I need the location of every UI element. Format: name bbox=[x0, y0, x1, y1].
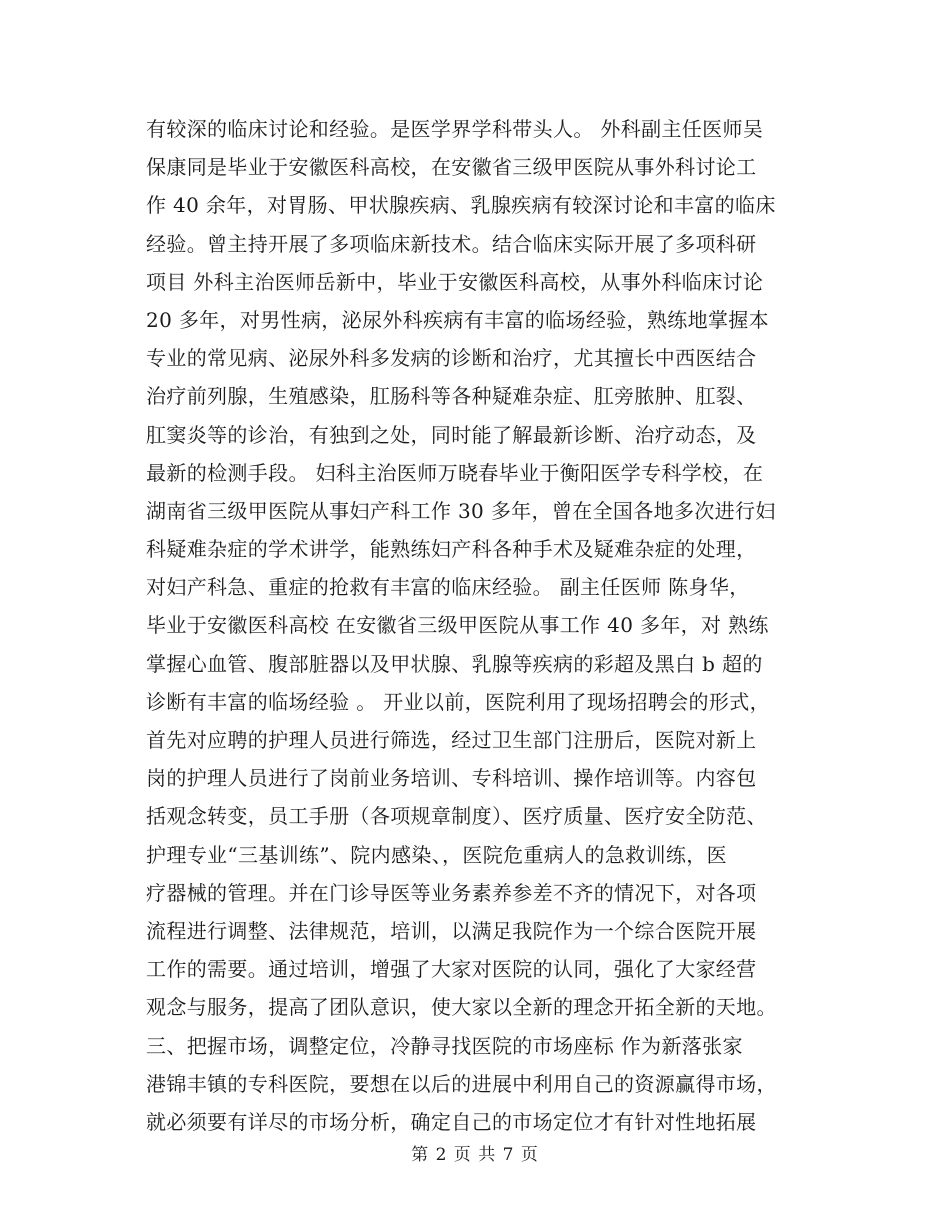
text-line: 肛窦炎等的诊治，有独到之处，同时能了解最新诊断、治疗动态，及 bbox=[146, 422, 757, 447]
text-line: 经验。曾主持开展了多项临床新技术。结合临床实际开展了多项科研 bbox=[146, 231, 757, 256]
text-line: 岗的护理人员进行了岗前业务培训、专科培训、操作培训等。内容包 bbox=[146, 766, 757, 791]
text-line: 最新的检测手段。 妇科主治医师万晓春毕业于衡阳医学专科学校，在 bbox=[146, 460, 764, 485]
text-line: 保康同是毕业于安徽医科高校，在安徽省三级甲医院从事外科讨论工 bbox=[146, 155, 757, 180]
text-line: 港锦丰镇的专科医院，要想在以后的进展中利用自己的资源赢得市场， bbox=[146, 1071, 777, 1096]
text-line: 三、把握市场，调整定位，冷静寻找医院的市场座标 作为新落张家 bbox=[146, 1033, 743, 1058]
text-line: 括观念转变，员工手册（各项规章制度）、医疗质量、医疗安全防范、 bbox=[146, 804, 767, 829]
text-line: 湖南省三级甲医院从事妇产科工作 30 多年，曾在全国各地多次进行妇 bbox=[146, 498, 776, 523]
body-text bbox=[146, 110, 816, 1141]
text-line: 掌握心血管、腹部脏器以及甲状腺、乳腺等疾病的彩超及黑白 b 超的 bbox=[146, 651, 763, 676]
text-line: 首先对应聘的护理人员进行筛选，经过卫生部门注册后，医院对新上 bbox=[146, 728, 757, 752]
text-line: 作 40 余年，对胃肠、甲状腺疾病、乳腺疾病有较深讨论和丰富的临床 bbox=[146, 193, 776, 218]
page-number-footer: 第 2 页 共 7 页 bbox=[411, 1145, 539, 1165]
text-line: 疗器械的管理。并在门诊导医等业务素养参差不齐的情况下，对各项 bbox=[146, 880, 757, 905]
text-line: 科疑难杂症的学术讲学，能熟练妇产科各种手术及疑难杂症的处理， bbox=[146, 537, 757, 562]
text-line: 20 多年，对男性病，泌尿外科疾病有丰富的临场经验，熟练地掌握本 bbox=[146, 307, 770, 332]
text-line: 治疗前列腺，生殖感染，肛肠科等各种疑难杂症、肛旁脓肿、肛裂、 bbox=[146, 384, 757, 409]
text-line: 护理专业“三基训练”、院内感染、，医院危重病人的急救训练，医 bbox=[146, 842, 727, 867]
text-line: 观念与服务，提高了团队意识，使大家以全新的理念开拓全新的天地。 bbox=[146, 995, 777, 1020]
text-line: 有较深的临床讨论和经验。是医学界学科带头人。 外科副主任医师吴 bbox=[146, 117, 764, 141]
text-line: 流程进行调整、法律规范，培训，以满足我院作为一个综合医院开展 bbox=[146, 918, 757, 943]
text-line: 诊断有丰富的临场经验 。 开业以前，医院利用了现场招聘会的形式， bbox=[146, 689, 770, 714]
text-line: 就必须要有详尽的市场分析，确定自己的市场定位才有针对性地拓展 bbox=[146, 1109, 757, 1134]
text-line: 对妇产科急、重症的抢救有丰富的临床经验。 副主任医师 陈身华， bbox=[146, 575, 750, 600]
text-line: 专业的常见病、泌尿外科多发病的诊断和治疗，尤其擅长中西医结合 bbox=[146, 346, 757, 371]
text-line: 毕业于安徽医科高校 在安徽省三级甲医院从事工作 40 多年，对 熟练 bbox=[146, 613, 769, 638]
text-line: 项目 外科主治医师岳新中，毕业于安徽医科高校，从事外科临床讨论 bbox=[146, 269, 764, 294]
text-line: 工作的需要。通过培训，增强了大家对医院的认同，强化了大家经营 bbox=[146, 957, 757, 982]
